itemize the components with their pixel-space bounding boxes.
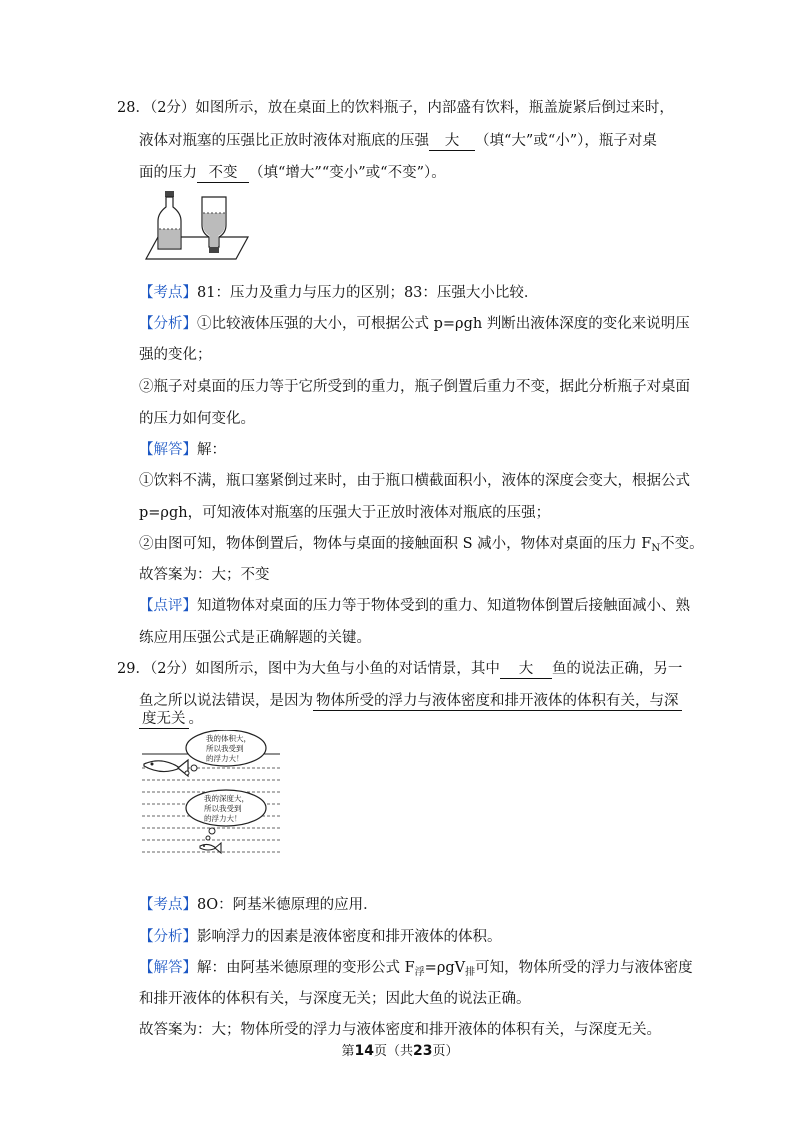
q28-fenxi-line-4: 的压力如何变化。: [139, 411, 255, 427]
q28-answer: 故答案为：大；不变: [139, 567, 270, 583]
q28-stem-line-1: 28．（2分）如图所示，放在桌面上的饮料瓶子，内部盛有饮料，瓶盖旋紧后倒过来时，: [117, 100, 674, 116]
q28-jieda-line-1: ①饮料不满，瓶口塞紧倒过来时，由于瓶口横截面积小，液体的深度会变大，根据公式: [139, 473, 690, 489]
q29-fenxi: 【分析】影响浮力的因素是液体密度和排开液体的体积。: [139, 929, 502, 945]
q28-dianping-line-1: 【点评】知道物体对桌面的压力等于物体受到的重力、知道物体倒置后接触面减小、熟: [139, 598, 690, 614]
q29-answer-blank-2: 物体所受的浮力与液体密度和排开液体的体积有关，与深: [313, 692, 682, 711]
bubble1-line1: 我的体积大，: [206, 734, 251, 743]
q29-answer-blank-2-cont: 度无关: [139, 710, 189, 729]
q28-answer-blank-1: 大: [429, 132, 475, 151]
inverted-bottle-icon: [202, 197, 226, 253]
q29-kaodian: 【考点】8O：阿基米德原理的应用．: [139, 897, 378, 913]
q28-jieda-line-2: p=ρgh，可知液体对瓶塞的压强大于正放时液体对瓶底的压强；: [139, 505, 551, 521]
jieda-tag: 【解答】: [139, 960, 197, 976]
fenxi-tag: 【分析】: [139, 316, 197, 332]
dianping-tag: 【点评】: [139, 598, 197, 614]
big-fish-icon: [144, 760, 188, 776]
current-page-number: 14: [354, 1043, 374, 1059]
q28-answer-blank-2: 不变: [197, 164, 249, 183]
q29-stem-line-1: 29．（2分）如图所示，图中为大鱼与小鱼的对话情景，其中 大 鱼的说法正确，另一: [117, 661, 683, 677]
q28-jieda-head: 【解答】解：: [139, 442, 226, 458]
q29-stem-line-3: 度无关 。: [139, 709, 203, 729]
page-footer: 第14页（共23页）: [341, 1043, 459, 1059]
q28-dianping-line-2: 练应用压强公式是正确解题的关键。: [139, 630, 371, 646]
q29-answer: 故答案为：大；物体所受的浮力与液体密度和排开液体的体积有关，与深度无关。: [139, 1022, 661, 1038]
q29-stem-line-2: 鱼之所以说法错误，是因为 物体所受的浮力与液体密度和排开液体的体积有关，与深: [139, 691, 682, 711]
small-fish-icon: [200, 843, 221, 853]
fenxi-tag: 【分析】: [139, 929, 197, 945]
q29-jieda-line-2: 和排开液体的体积有关，与深度无关；因此大鱼的说法正确。: [139, 991, 531, 1007]
jieda-tag: 【解答】: [139, 442, 197, 458]
total-page-count: 23: [413, 1043, 433, 1059]
q28-fenxi-line-2: 强的变化；: [139, 347, 212, 363]
kaodian-tag: 【考点】: [139, 897, 197, 913]
bottles-figure: [144, 185, 254, 265]
speech-bubble-small-fish: [186, 790, 266, 840]
kaodian-tag: 【考点】: [139, 285, 197, 301]
q28-kaodian: 【考点】81：压力及重力与压力的区别；83：压强大小比较．: [139, 285, 539, 301]
upright-bottle-icon: [158, 191, 181, 249]
q28-jieda-line-3: ②由图可知，物体倒置后，物体与桌面的接触面积 S 减小，物体对桌面的压力 $F_N$不变。: [139, 536, 704, 554]
bubble1-line2: 所以我受到: [206, 744, 244, 753]
q29-jieda-line-1: 【解答】解：由阿基米德原理的变形公式 $F_浮=\rho gV_排$可知，物体所受的浮力与液体密度: [139, 960, 693, 978]
bubble2-line1: 我的深度大，: [204, 794, 249, 803]
q29-answer-blank-1: 大: [500, 660, 552, 679]
bubble1-line3: 的浮力大！: [206, 754, 244, 763]
q28-fenxi-line-1: 【分析】①比较液体压强的大小，可根据公式 p=ρgh 判断出液体深度的变化来说明压: [139, 316, 690, 332]
fish-dialogue-figure: [140, 730, 282, 865]
q28-stem-line-3: 面的压力 不变 （填“增大”“变小”或“不变”）。: [139, 165, 446, 181]
bubble2-line2: 所以我受到: [204, 804, 242, 813]
q28-fenxi-line-3: ②瓶子对桌面的压力等于它所受到的重力，瓶子倒置后重力不变，据此分析瓶子对桌面: [139, 379, 690, 395]
q28-stem-line-2: 液体对瓶塞的压强比正放时液体对瓶底的压强 大 （填“大”或“小”），瓶子对桌: [139, 133, 657, 149]
bubble2-line3: 的浮力大！: [204, 814, 242, 823]
